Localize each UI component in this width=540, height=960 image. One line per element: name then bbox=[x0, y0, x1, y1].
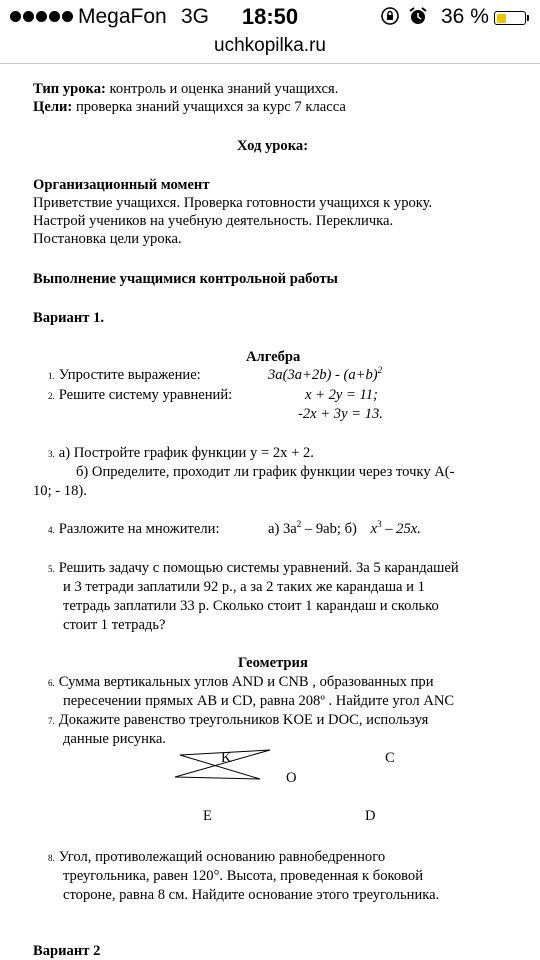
goals-text: проверка знаний учащихся за курс 7 класса bbox=[75, 99, 346, 115]
task-2 bbox=[48, 386, 232, 405]
exponent: 2 bbox=[296, 519, 302, 530]
exponent: 3 bbox=[377, 519, 382, 530]
network-type: 3G bbox=[181, 5, 210, 28]
figure-label-d: D bbox=[365, 808, 376, 824]
task-5-line: стоит 1 тетрадь? bbox=[63, 617, 166, 633]
task-5-line: тетрадь заплатили 33 р. Сколько стоит 1 карандаш и сколько bbox=[63, 598, 439, 614]
task-6-line: Сумма вертикальных углов AND и CNB , образованных при bbox=[58, 674, 434, 690]
task-7-line: Докажите равенство треугольников KOE и DOC, используя bbox=[58, 712, 429, 728]
task-7-line: данные рисунка. bbox=[63, 731, 166, 747]
exponent: 2 bbox=[377, 365, 383, 376]
task-3b-text: б) Определите, проходит ли график функции через точку А(- bbox=[76, 464, 455, 480]
task-1-expression bbox=[268, 366, 382, 384]
expression: – 9ab; б) bbox=[301, 521, 357, 537]
task-8-line: треугольника, равен 120°. Высота, проведенная к боковой bbox=[63, 868, 424, 884]
address-bar-url[interactable]: uchkopilka.ru bbox=[214, 35, 326, 56]
goals-label: Цели: bbox=[33, 99, 73, 115]
task-6 bbox=[48, 673, 434, 692]
expression: а) 3a bbox=[268, 521, 297, 537]
task-5-line: и 3 тетради заплатили 92 р., а за 2 таких же карандаша и 1 bbox=[63, 579, 425, 595]
battery-percent: 36 % bbox=[441, 5, 489, 28]
task-7 bbox=[48, 711, 428, 730]
org-line: Приветствие учащихся. Проверка готовности учащихся к уроку. bbox=[33, 195, 433, 211]
task-number: 2. bbox=[48, 391, 55, 401]
alarm-clock-icon bbox=[408, 6, 428, 32]
expression: 3a(3a+2b) - (a+b) bbox=[268, 367, 378, 383]
task-8-line: Угол, противолежащий основанию равнобедренного bbox=[58, 849, 386, 865]
org-line: Постановка цели урока. bbox=[33, 231, 182, 247]
task-number: 3. bbox=[48, 449, 55, 459]
lesson-type-line bbox=[33, 80, 338, 98]
task-4-expressions bbox=[268, 520, 421, 538]
task-2-text: Решите систему уравнений: bbox=[58, 387, 233, 403]
lesson-type-label: Тип урока: bbox=[33, 81, 106, 97]
task-number: 4. bbox=[48, 525, 55, 535]
task-1-text: Упростите выражение: bbox=[58, 367, 201, 383]
task-4 bbox=[48, 520, 220, 539]
clock: 18:50 bbox=[241, 4, 299, 29]
task-number: 1. bbox=[48, 371, 55, 381]
triangles-figure bbox=[160, 747, 275, 787]
algebra-heading: Алгебра bbox=[246, 349, 301, 365]
carrier-name: MegaFon bbox=[78, 5, 167, 28]
geometry-heading: Геометрия bbox=[238, 655, 308, 671]
task-6-line: пересечении прямых AB и CD, равна 208º . Найдите угол ANC bbox=[63, 693, 455, 709]
progress-heading: Ход урока: bbox=[237, 138, 309, 154]
org-heading: Организационный момент bbox=[33, 177, 210, 193]
task-1 bbox=[48, 366, 201, 385]
orientation-lock-icon bbox=[380, 6, 400, 32]
task-4-text: Разложите на множители: bbox=[58, 521, 220, 537]
status-bar bbox=[0, 0, 540, 56]
expression: – 25x. bbox=[381, 521, 421, 537]
task-number: 8. bbox=[48, 853, 55, 863]
org-line: Настрой учеников на учебную деятельность. Перекличка. bbox=[33, 213, 394, 229]
figure-label-o: O bbox=[286, 770, 297, 786]
task-3b-text-cont: 10; - 18). bbox=[33, 483, 87, 499]
task-number: 6. bbox=[48, 678, 55, 688]
task-number: 7. bbox=[48, 716, 55, 726]
goals-line bbox=[33, 98, 346, 116]
task-number: 5. bbox=[48, 564, 55, 574]
task-5 bbox=[48, 559, 459, 578]
task-8-line: стороне, равна 8 см. Найдите основание этого треугольника. bbox=[63, 887, 440, 903]
expression: x bbox=[370, 521, 378, 537]
figure-label-e: E bbox=[203, 808, 212, 824]
figure-label-c: C bbox=[385, 750, 395, 766]
signal-dots-icon bbox=[10, 11, 73, 22]
work-heading: Выполнение учащимися контрольной работы bbox=[33, 271, 338, 287]
equation-2: -2x + 3y = 13. bbox=[298, 406, 383, 422]
figure-label-k: K bbox=[221, 750, 232, 766]
battery-icon bbox=[494, 11, 526, 25]
lesson-type-text: контроль и оценка знаний учащихся. bbox=[109, 81, 339, 97]
document-page bbox=[0, 64, 540, 960]
task-5-line: Решить задачу с помощью системы уравнений. За 5 карандашей bbox=[58, 560, 459, 576]
task-8 bbox=[48, 848, 385, 867]
task-3 bbox=[48, 444, 314, 463]
variant2-heading: Вариант 2 bbox=[33, 943, 101, 959]
variant1-heading: Вариант 1. bbox=[33, 310, 105, 326]
battery-fill bbox=[497, 14, 507, 23]
task-3a-text: а) Постройте график функции y = 2x + 2. bbox=[58, 445, 314, 461]
equation-1: x + 2y = 11; bbox=[305, 387, 378, 403]
